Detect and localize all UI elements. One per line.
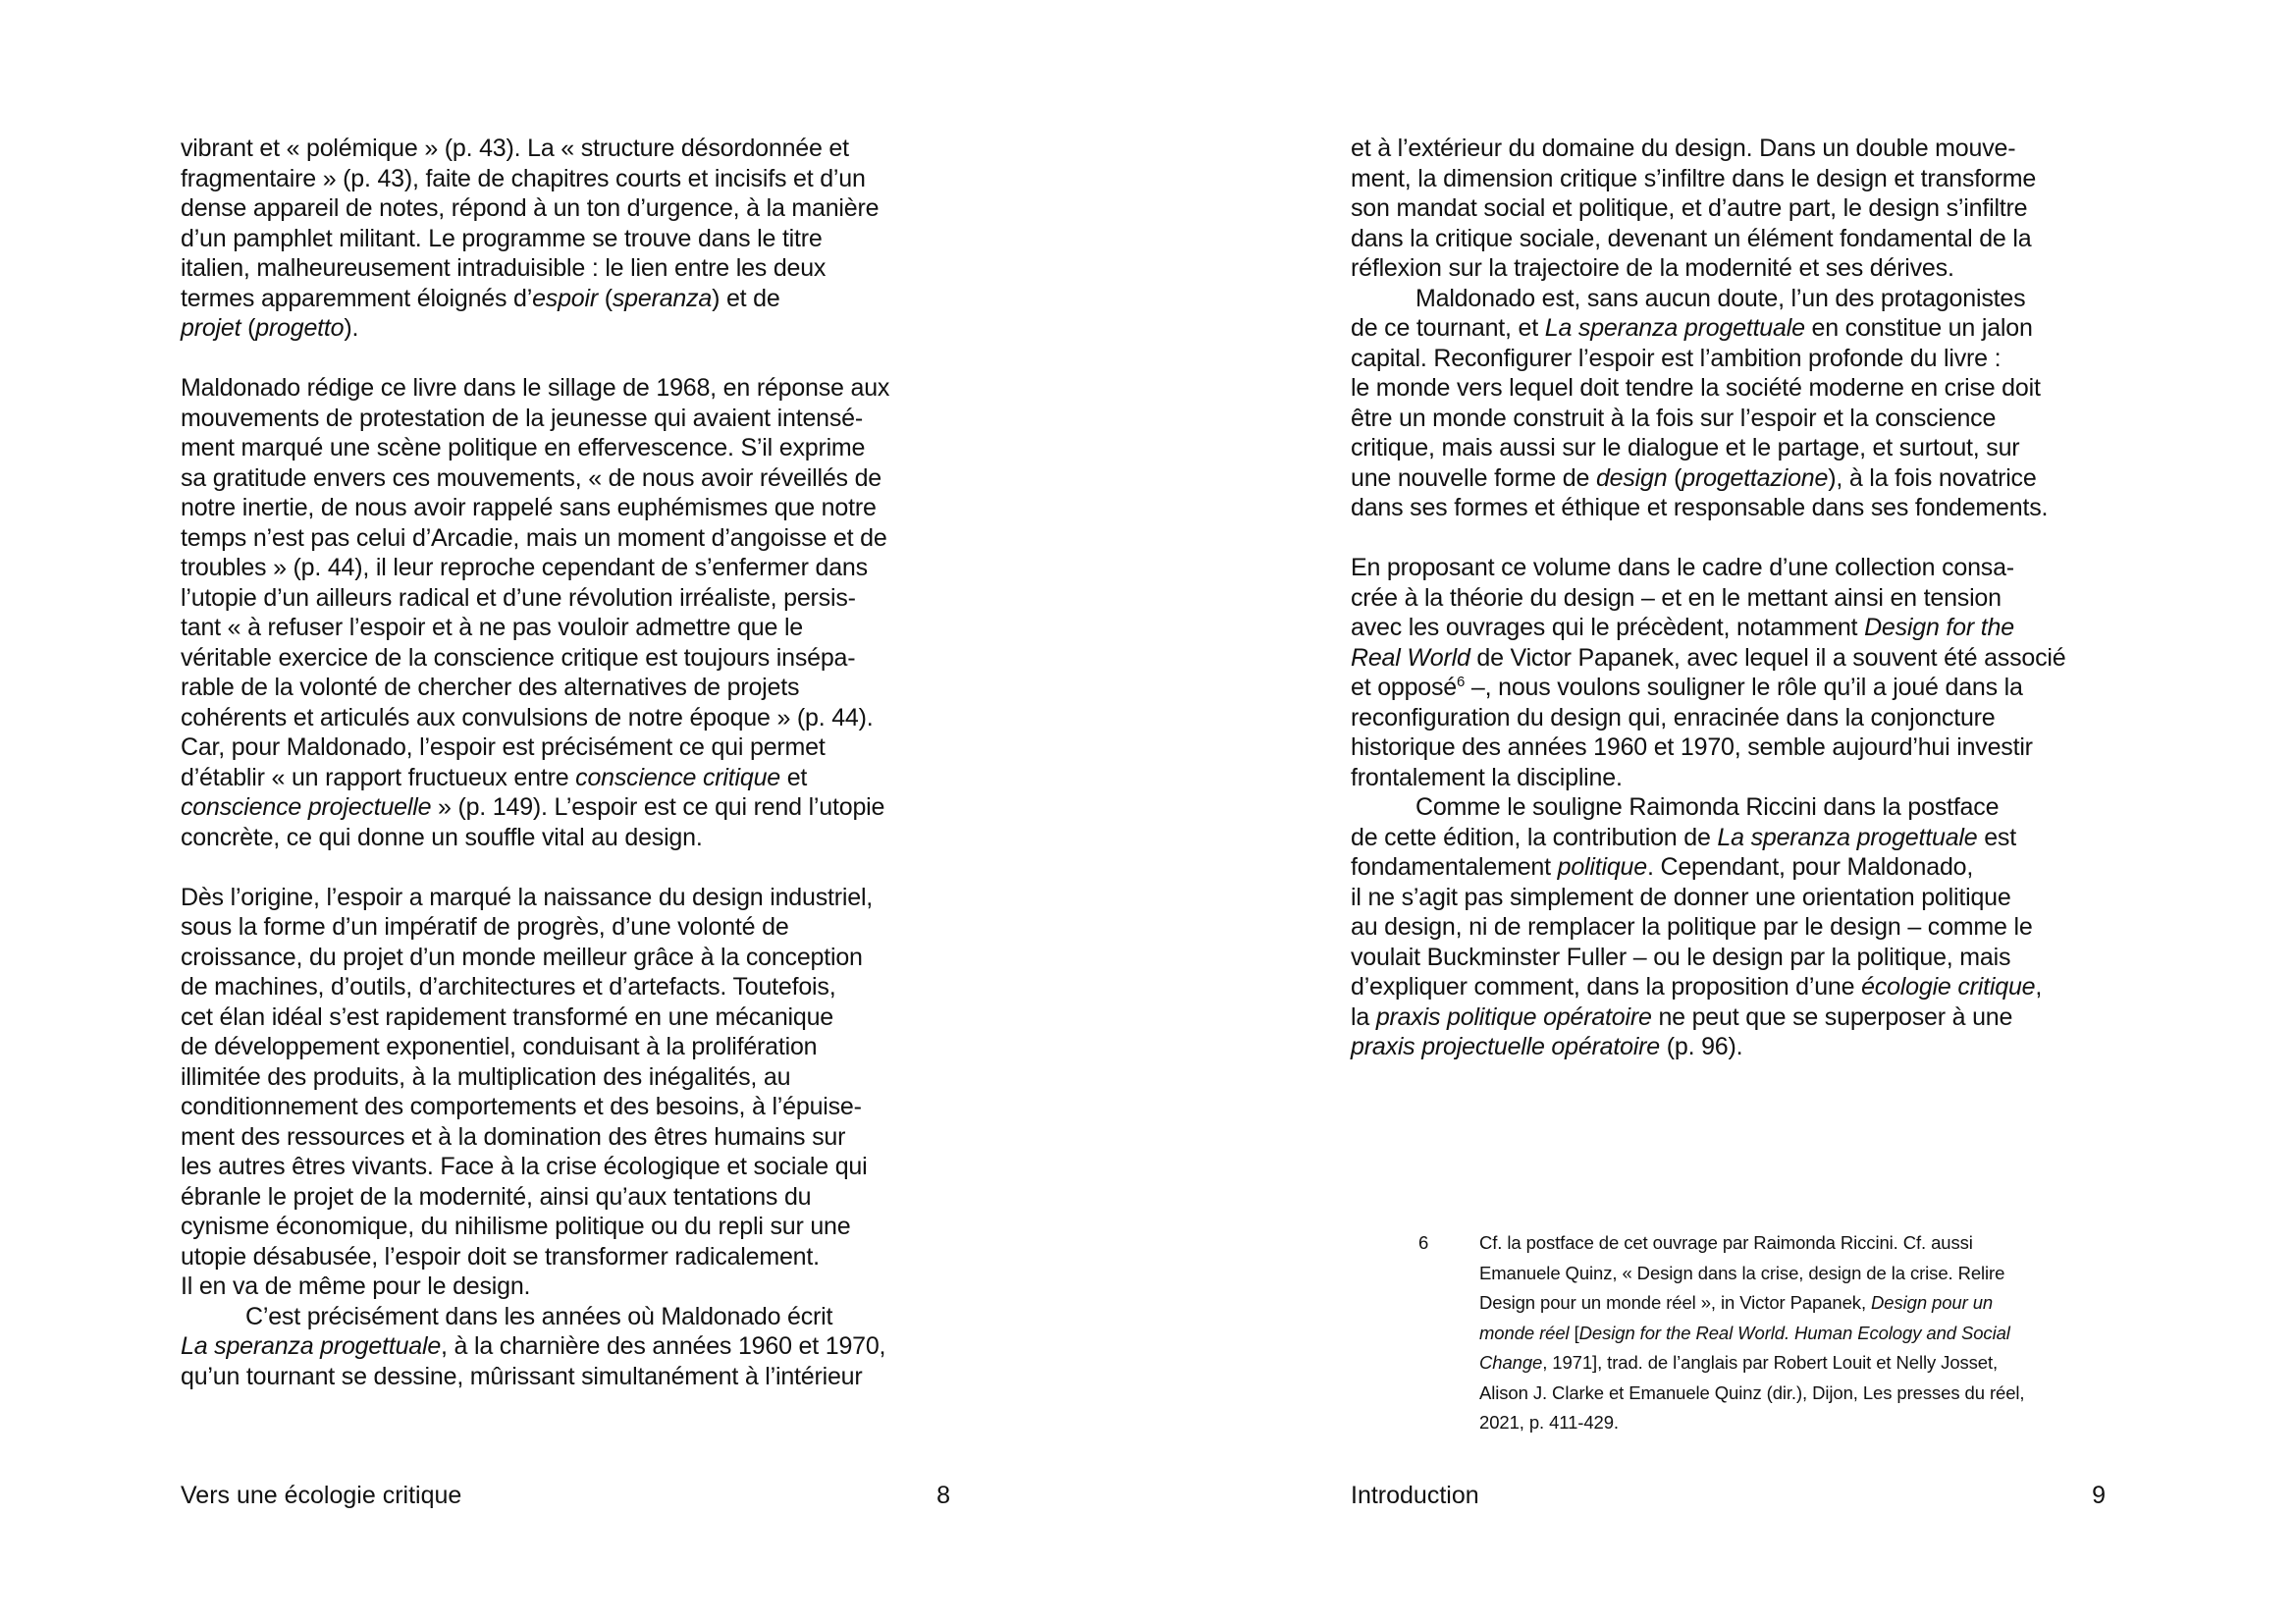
text-run: 2021, p. 411-429.: [1479, 1412, 1619, 1433]
running-title: Vers une écologie critique: [181, 1482, 462, 1509]
text-run: reconfiguration du design qui, enracinée dans la conjoncture: [1351, 703, 1996, 731]
text-run: –, nous voulons souligner le rôle qu’il a joué dans la: [1465, 674, 2023, 701]
text-run: fondamentalement: [1351, 853, 1558, 881]
italic-text: écologie critique: [1861, 973, 2036, 1001]
footnote-number: 6: [1418, 1232, 1429, 1253]
text-run: Emanuele Quinz, « Design dans la crise, design de la crise. Relire: [1479, 1262, 2005, 1283]
text-run: crée à la théorie du design – et en le mettant ainsi en tension: [1351, 583, 2002, 612]
italic-text: conscience critique: [575, 763, 780, 791]
text-run: le monde vers lequel doit tendre la société moderne en crise doit: [1351, 374, 2041, 402]
text-run: réflexion sur la trajectoire de la modernité et ses dérives.: [1351, 254, 1954, 282]
text-run: sous la forme d’un impératif de progrès, d’une volonté de: [181, 913, 789, 941]
text-run: l’utopie d’un ailleurs radical et d’une révolution irréaliste, persis-: [181, 583, 856, 612]
text-run: dense appareil de notes, répond à un ton d’urgence, à la manière: [181, 194, 880, 222]
text-line: [1351, 313, 2065, 344]
text-run: Dès l’origine, l’espoir a marqué la naissance du design industriel,: [181, 883, 874, 911]
text-run: ), à la fois novatrice: [1828, 463, 2037, 492]
text-run: fragmentaire » (p. 43), faite de chapitres courts et incisifs et d’un: [181, 164, 866, 192]
text-line: [1351, 224, 2065, 254]
text-run: mouvements de protestation de la jeunesse qui avaient intensé-: [181, 404, 863, 432]
italic-text: progetto: [255, 314, 345, 342]
footnote-reference[interactable]: 6: [1457, 674, 1466, 690]
text-line: [181, 1062, 889, 1093]
text-line: [1351, 493, 2065, 523]
text-line: [1351, 373, 2065, 404]
text-line: [1479, 1230, 2024, 1261]
italic-text: Design pour un: [1871, 1292, 1994, 1313]
text-run: frontalement la discipline.: [1351, 763, 1623, 791]
text-run: Design pour un monde réel », in Victor Papanek,: [1479, 1292, 1872, 1313]
text-run: dans ses formes et éthique et responsable dans ses fondements.: [1351, 494, 2049, 521]
text-line: [181, 463, 889, 494]
text-run: notre inertie, de nous avoir rappelé sans euphémismes que notre: [181, 494, 877, 521]
italic-text: praxis projectuelle opératoire: [1351, 1033, 1661, 1060]
italic-text: speranza: [612, 284, 713, 312]
text-run: Maldonado rédige ce livre dans le sillage de 1968, en réponse aux: [181, 374, 890, 402]
text-line: [181, 673, 889, 703]
text-line: [181, 883, 889, 913]
text-run: Comme le souligne Raimonda Riccini dans la postface: [1415, 793, 2000, 821]
text-line: [181, 792, 889, 823]
text-run: est: [1977, 823, 2016, 851]
text-run: Il en va de même pour le design.: [181, 1272, 531, 1300]
text-line: [1351, 583, 2065, 614]
text-run: critique, mais aussi sur le dialogue et le partage, et surtout, sur: [1351, 434, 2020, 461]
text-line: [1351, 732, 2065, 763]
text-run: d’expliquer comment, dans la proposition d’une: [1351, 973, 1862, 1001]
text-run: conditionnement des comportements et des besoins, à l’épuise-: [181, 1093, 862, 1120]
text-line: [181, 1362, 889, 1392]
text-run: (: [1667, 463, 1682, 492]
text-run: de développement exponentiel, conduisant à la prolifération: [181, 1033, 818, 1060]
text-line: [1479, 1380, 2024, 1411]
text-run: illimitée des produits, à la multiplication des inégalités, au: [181, 1062, 791, 1091]
italic-text: Design for the: [1864, 614, 2014, 641]
text-run: , à la charnière des années 1960 et 1970,: [441, 1332, 886, 1360]
text-line: [1351, 164, 2065, 194]
italic-text: Change: [1479, 1352, 1543, 1373]
text-line: [1351, 673, 2065, 703]
italic-text: La speranza progettuale: [181, 1332, 442, 1360]
text-run: sa gratitude envers ces mouvements, « de nous avoir réveillés de: [181, 463, 881, 492]
text-line: [181, 253, 889, 284]
text-run: Alison J. Clarke et Emanuele Quinz (dir.), Dijon, Les presses du réel,: [1479, 1381, 2025, 1403]
text-line: [1479, 1321, 2024, 1351]
text-line: [1351, 433, 2065, 463]
text-line: [1351, 553, 2065, 583]
text-line: [1351, 613, 2065, 643]
text-line: [181, 1002, 889, 1033]
text-line: [1479, 1261, 2024, 1291]
text-line: [181, 1331, 889, 1362]
text-line: [181, 1152, 889, 1182]
text-run: C’est précisément dans les années où Maldonado écrit: [245, 1302, 833, 1330]
text-line: [1351, 703, 2065, 733]
text-line: [181, 1122, 889, 1153]
text-run: cohérents et articulés aux convulsions de notre époque » (p. 44).: [181, 703, 874, 731]
text-line: [181, 763, 889, 793]
text-run: rable de la volonté de chercher des alternatives de projets: [181, 674, 800, 701]
text-run: dans la critique sociale, devenant un élément fondamental de la: [1351, 224, 2032, 252]
text-run: ).: [344, 314, 359, 342]
text-line: [181, 732, 889, 763]
text-run: la: [1351, 1002, 1376, 1031]
text-run: ne peut que se superposer à une: [1651, 1002, 2013, 1031]
text-run: au design, ni de remplacer la politique par le design – comme le: [1351, 913, 2033, 941]
text-line: [1351, 972, 2065, 1002]
text-line: [1351, 463, 2065, 494]
text-line: [1351, 912, 2065, 943]
text-run: » (p. 149). L’espoir est ce qui rend l’utopie: [431, 793, 885, 821]
text-run: En proposant ce volume dans le cadre d’une collection consa-: [1351, 554, 2014, 581]
text-run: [: [1569, 1322, 1579, 1343]
text-run: ment des ressources et à la domination des êtres humains sur: [181, 1122, 846, 1151]
text-run: de machines, d’outils, d’architectures et d’artefacts. Toutefois,: [181, 973, 836, 1001]
italic-text: praxis politique opératoire: [1375, 1002, 1652, 1031]
page-number: 9: [2092, 1482, 2106, 1509]
text-line: [181, 1242, 889, 1272]
running-title: Introduction: [1351, 1482, 1479, 1509]
paragraph-break: [181, 852, 889, 883]
text-line: [1351, 823, 2065, 853]
text-run: termes apparemment éloignés d’: [181, 284, 533, 312]
text-line: [181, 823, 889, 853]
text-run: vibrant et « polémique » (p. 43). La « structure désordonnée et: [181, 135, 849, 162]
paragraph-break: [1351, 523, 2065, 554]
text-run: son mandat social et politique, et d’autre part, le design s’infiltre: [1351, 194, 2028, 222]
text-run: (p. 96).: [1660, 1033, 1743, 1060]
text-run: . Cependant, pour Maldonado,: [1646, 853, 1974, 881]
text-line: [181, 1032, 889, 1062]
text-run: temps n’est pas celui d’Arcadie, mais un moment d’angoisse et de: [181, 523, 887, 552]
text-run: avec les ouvrages qui le précèdent, notamment: [1351, 614, 1865, 641]
text-line: [181, 972, 889, 1002]
text-run: qu’un tournant se dessine, mûrissant simultanément à l’intérieur: [181, 1362, 863, 1390]
text-run: Car, pour Maldonado, l’espoir est précisément ce qui permet: [181, 733, 826, 761]
text-line: [1479, 1290, 2024, 1321]
text-run: en constitue un jalon: [1804, 314, 2033, 342]
text-line: [1351, 253, 2065, 284]
text-run: (: [597, 284, 613, 312]
text-line: [181, 1182, 889, 1213]
text-run: utopie désabusée, l’espoir doit se transformer radicalement.: [181, 1242, 820, 1271]
text-run: ) et de: [712, 284, 780, 312]
text-run: et opposé: [1351, 674, 1458, 701]
text-run: Maldonado est, sans aucun doute, l’un des protagonistes: [1415, 284, 2026, 312]
text-run: de cette édition, la contribution de: [1351, 823, 1718, 851]
text-line: [181, 373, 889, 404]
text-run: (: [240, 314, 256, 342]
text-run: troubles » (p. 44), il leur reproche cependant de s’enfermer dans: [181, 554, 868, 581]
italic-text: projet: [181, 314, 241, 342]
text-line: [181, 164, 889, 194]
italic-text: progettazione: [1682, 463, 1829, 492]
text-run: , 1971], trad. de l’anglais par Robert Louit et Nelly Josset,: [1542, 1352, 1999, 1373]
text-line: [1351, 193, 2065, 224]
italic-text: Design for the Real World. Human Ecology and Social: [1578, 1322, 2010, 1343]
text-line: [181, 643, 889, 674]
text-run: d’établir « un rapport fructueux entre: [181, 763, 576, 791]
text-run: être un monde construit à la fois sur l’espoir et la conscience: [1351, 404, 1997, 432]
text-line: [181, 433, 889, 463]
text-line: [1351, 284, 2065, 314]
page-number: 8: [936, 1482, 950, 1509]
text-line: [181, 613, 889, 643]
text-line: [181, 224, 889, 254]
text-line: [1351, 852, 2065, 883]
text-run: ment, la dimension critique s’infiltre dans le design et transforme: [1351, 164, 2037, 192]
text-run: il ne s’agit pas simplement de donner une orientation politique: [1351, 883, 2011, 911]
text-line: [1351, 763, 2065, 793]
text-line: [181, 134, 889, 164]
italic-text: monde réel: [1479, 1322, 1570, 1343]
italic-text: Real World: [1351, 643, 1470, 672]
text-run: ébranle le projet de la modernité, ainsi qu’aux tentations du: [181, 1182, 812, 1211]
italic-text: espoir: [532, 284, 598, 312]
text-line: [181, 284, 889, 314]
text-run: une nouvelle forme de: [1351, 463, 1596, 492]
text-line: [1351, 404, 2065, 434]
text-line: [181, 1302, 889, 1332]
text-run: italien, malheureusement intraduisible : le lien entre les deux: [181, 254, 827, 282]
text-line: [181, 313, 889, 344]
text-run: tant « à refuser l’espoir et à ne pas vouloir admettre que le: [181, 614, 804, 641]
footnote-text: [1479, 1230, 2024, 1440]
text-run: cynisme économique, du nihilisme politique ou du repli sur une: [181, 1213, 851, 1240]
text-line: [1351, 883, 2065, 913]
text-line: [181, 1272, 889, 1302]
italic-text: La speranza progettuale: [1717, 823, 1978, 851]
text-line: [181, 943, 889, 973]
text-run: ,: [2035, 973, 2043, 1001]
text-line: [1351, 643, 2065, 674]
text-line: [1351, 792, 2065, 823]
text-line: [1351, 344, 2065, 374]
text-line: [1351, 134, 2065, 164]
text-run: voulait Buckminster Fuller – ou le design par la politique, mais: [1351, 943, 2011, 971]
text-line: [181, 493, 889, 523]
text-line: [181, 1092, 889, 1122]
text-line: [181, 553, 889, 583]
italic-text: design: [1595, 463, 1668, 492]
text-line: [181, 1212, 889, 1242]
text-run: Cf. la postface de cet ouvrage par Raimonda Riccini. Cf. aussi: [1479, 1232, 1973, 1253]
text-line: [181, 912, 889, 943]
text-line: [181, 404, 889, 434]
paragraph-break: [181, 344, 889, 374]
text-line: [1351, 1032, 2065, 1062]
text-run: et: [779, 763, 808, 791]
text-line: [1479, 1350, 2024, 1380]
text-run: véritable exercice de la conscience critique est toujours insépa-: [181, 643, 856, 672]
left-body-text: [181, 134, 889, 1391]
text-run: et à l’extérieur du domaine du design. Dans un double mouve-: [1351, 135, 2016, 162]
text-run: concrète, ce qui donne un souffle vital au design.: [181, 823, 703, 851]
text-run: cet élan idéal s’est rapidement transformé en une mécanique: [181, 1002, 833, 1031]
text-run: de ce tournant, et: [1351, 314, 1545, 342]
text-line: [1479, 1410, 2024, 1440]
italic-text: politique: [1557, 853, 1647, 881]
right-page: [1148, 0, 2296, 1624]
text-line: [181, 703, 889, 733]
text-line: [181, 193, 889, 224]
text-run: de Victor Papanek, avec lequel il a souvent été associé: [1469, 643, 2066, 672]
text-run: capital. Reconfigurer l’espoir est l’ambition profonde du livre :: [1351, 344, 2002, 372]
right-body-text: [1351, 134, 2065, 1062]
text-line: [1351, 943, 2065, 973]
text-line: [181, 523, 889, 554]
text-run: historique des années 1960 et 1970, semble aujourd’hui investir: [1351, 733, 2033, 761]
text-run: d’un pamphlet militant. Le programme se trouve dans le titre: [181, 224, 823, 252]
text-line: [1351, 1002, 2065, 1033]
italic-text: conscience projectuelle: [181, 793, 432, 821]
text-run: les autres êtres vivants. Face à la crise écologique et sociale qui: [181, 1153, 868, 1180]
text-line: [181, 583, 889, 614]
italic-text: La speranza progettuale: [1544, 314, 1805, 342]
text-run: ment marqué une scène politique en effervescence. S’il exprime: [181, 434, 866, 461]
text-run: croissance, du projet d’un monde meilleur grâce à la conception: [181, 943, 863, 971]
